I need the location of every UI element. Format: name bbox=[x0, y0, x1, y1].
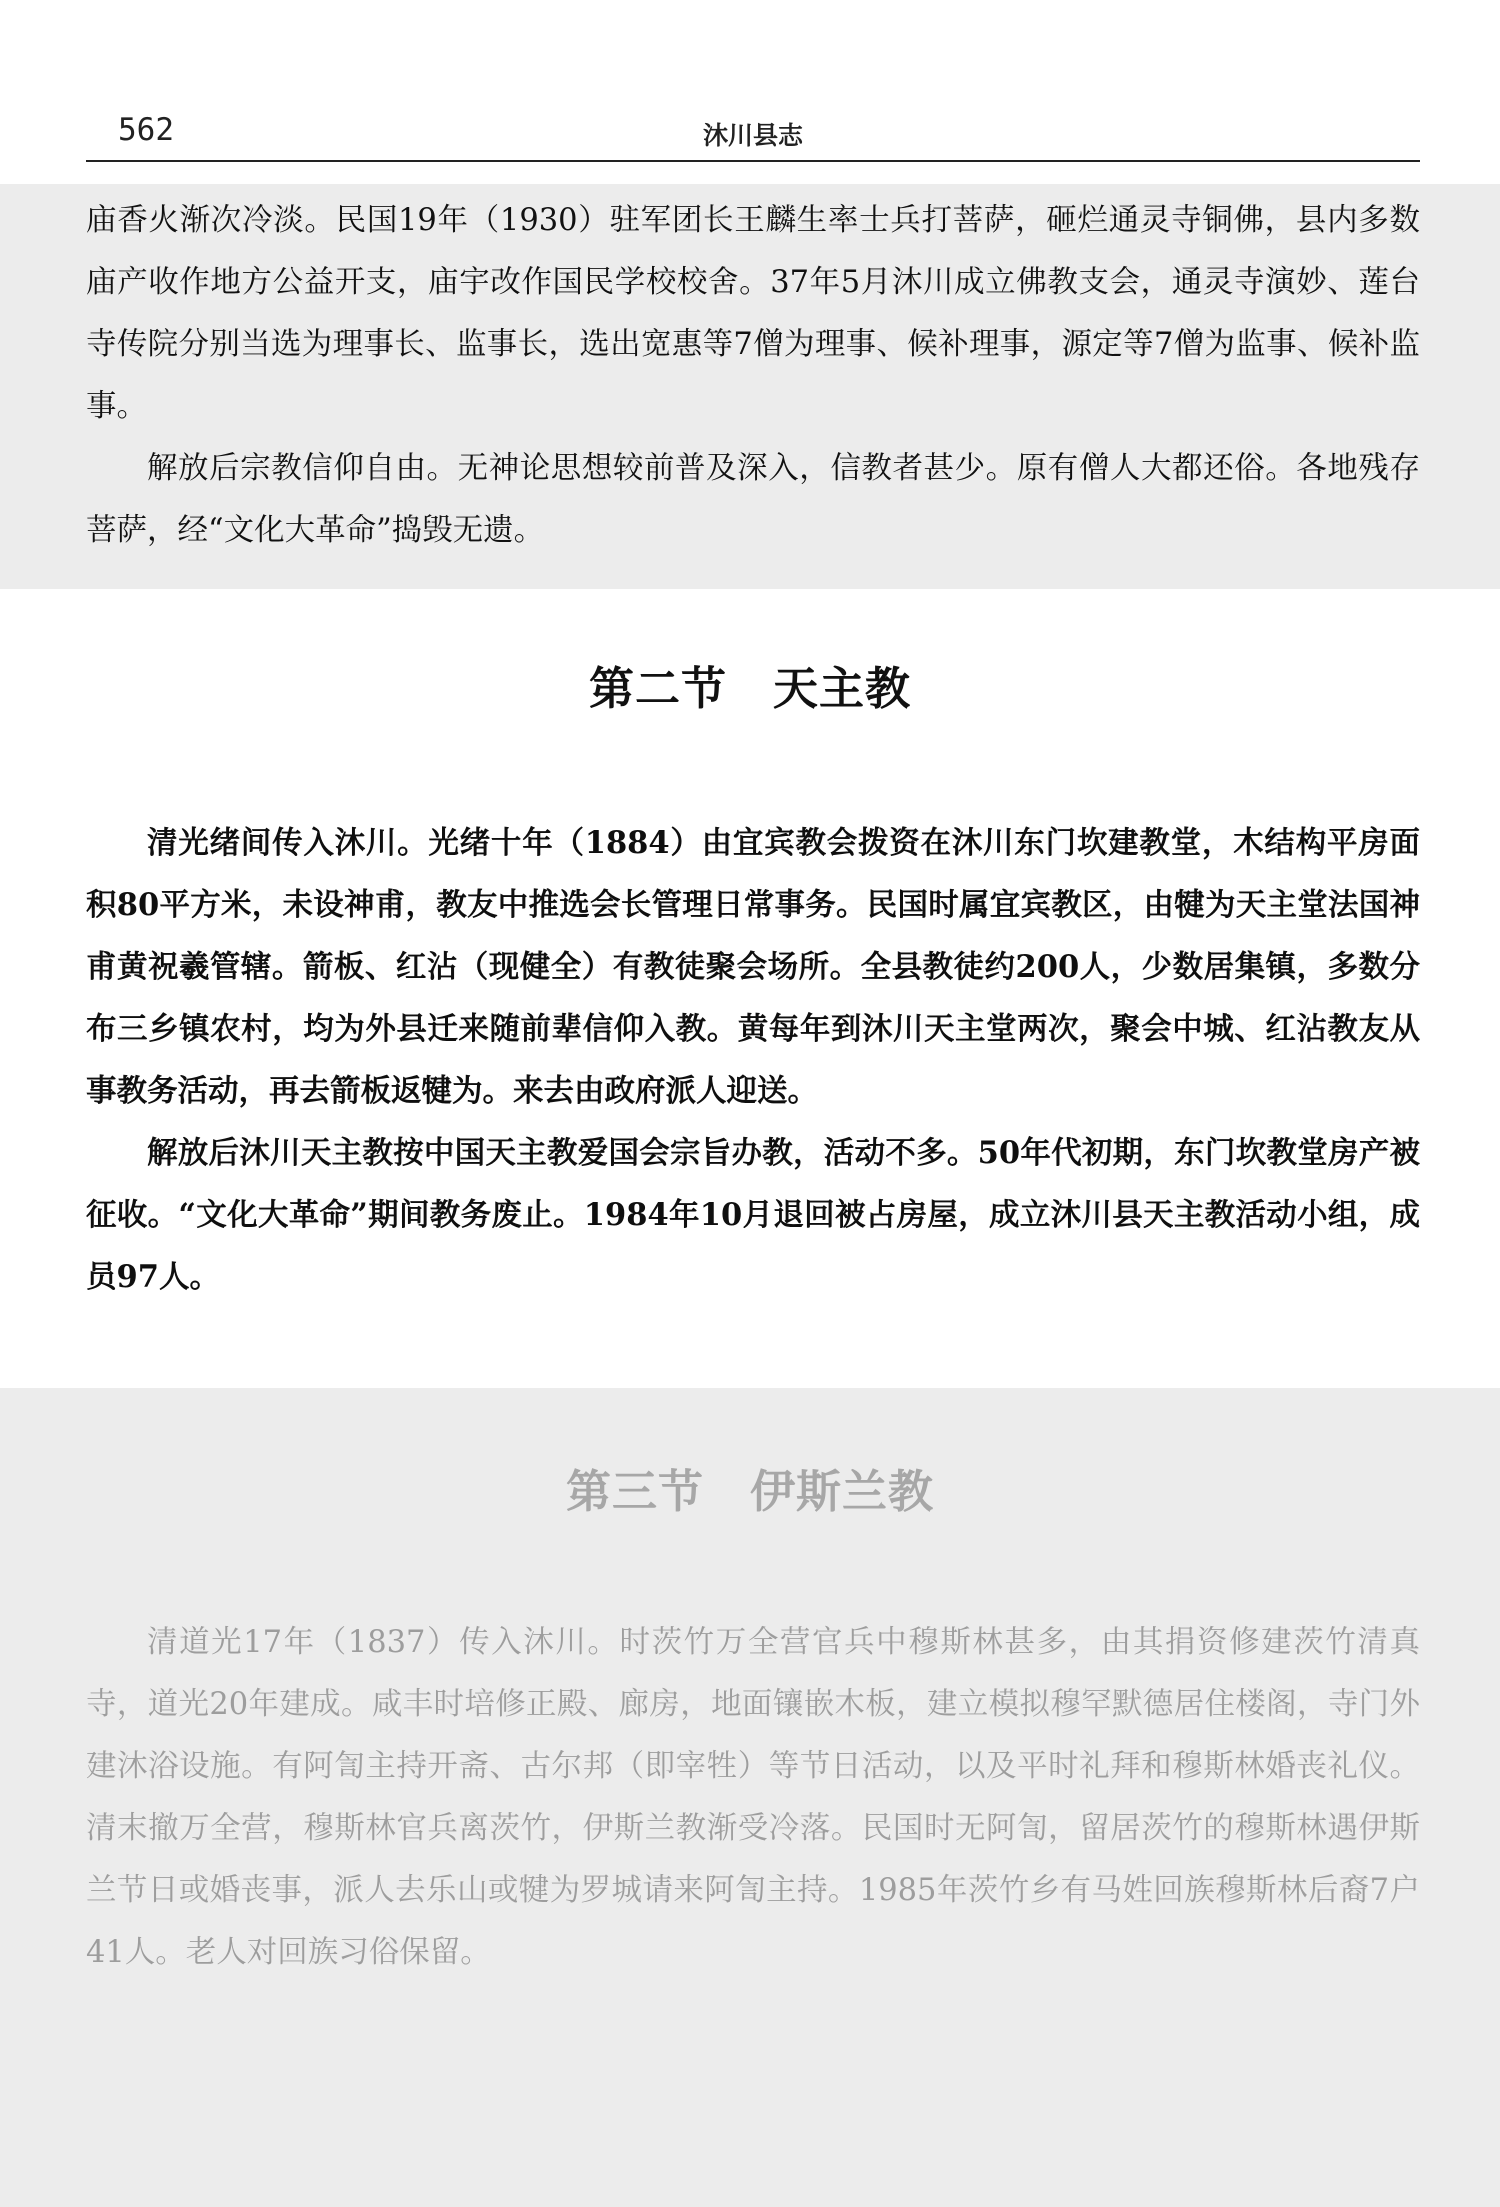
catholic-section-title: 第二节 天主教 bbox=[588, 662, 911, 715]
page-number: 562 bbox=[118, 112, 174, 148]
page-header bbox=[86, 100, 1420, 162]
islam-section-text bbox=[86, 1612, 1420, 1984]
catholic-paragraph-2: 解放后沐川天主教按中国天主教爱国会宗旨办教，活动不多。50年代初期，东门坎教堂房产被征收。“文化大革命”期间教务废止。1984年10月退回被占房屋，成立沐川县天主教活动小组，成员97人。 bbox=[86, 1135, 1420, 1295]
previous-section-text bbox=[86, 190, 1420, 562]
previous-section-paragraph-1: 庙香火渐次冷淡。民国19年（1930）驻军团长王麟生率士兵打菩萨，砸烂通灵寺铜佛，县内多数庙产收作地方公益开支，庙宇改作国民学校校舍。37年5月沐川成立佛教支会，通灵寺演妙、莲台寺传院分别当选为理事长、监事长，选出宽惠等7僧为理事、候补理事，源定等7僧为监事、候补监事。 bbox=[86, 203, 1420, 424]
catholic-section-text bbox=[86, 812, 1420, 1308]
islam-section-title: 第三节 伊斯兰教 bbox=[565, 1465, 934, 1518]
islam-paragraph-1: 清道光17年（1837）传入沐川。时茨竹万全营官兵中穆斯林甚多，由其捐资修建茨竹清真寺，道光20年建成。咸丰时培修正殿、廊房，地面镶嵌木板，建立模拟穆罕默德居住楼阁，寺门外建沐浴设施。有阿訇主持开斋、古尔邦（即宰牲）等节日活动，以及平时礼拜和穆斯林婚丧礼仪。清末撤万全营，穆斯林官兵离茨竹，伊斯兰教渐受冷落。民国时无阿訇，留居茨竹的穆斯林遇伊斯兰节日或婚丧事，派人去乐山或犍为罗城请来阿訇主持。1985年茨竹乡有马姓回族穆斯林后裔7户41人。老人对回族习俗保留。 bbox=[86, 1625, 1420, 1970]
running-title: 沐川县志 bbox=[702, 121, 803, 150]
catholic-paragraph-1: 清光绪间传入沐川。光绪十年（1884）由宜宾教会拨资在沐川东门坎建教堂，木结构平房面积80平方米，未设神甫，教友中推选会长管理日常事务。民国时属宜宾教区，由犍为天主堂法国神甫黄祝羲管辖。箭板、红沾（现健全）有教徒聚会场所。全县教徒约200人，少数居集镇，多数分布三乡镇农村，均为外县迁来随前辈信仰入教。黄每年到沐川天主堂两次，聚会中城、红沾教友从事教务活动，再去箭板返犍为。来去由政府派人迎送。 bbox=[86, 825, 1420, 1109]
previous-section-paragraph-2: 解放后宗教信仰自由。无神论思想较前普及深入，信教者甚少。原有僧人大都还俗。各地残存菩萨，经“文化大革命”捣毁无遗。 bbox=[86, 451, 1420, 548]
